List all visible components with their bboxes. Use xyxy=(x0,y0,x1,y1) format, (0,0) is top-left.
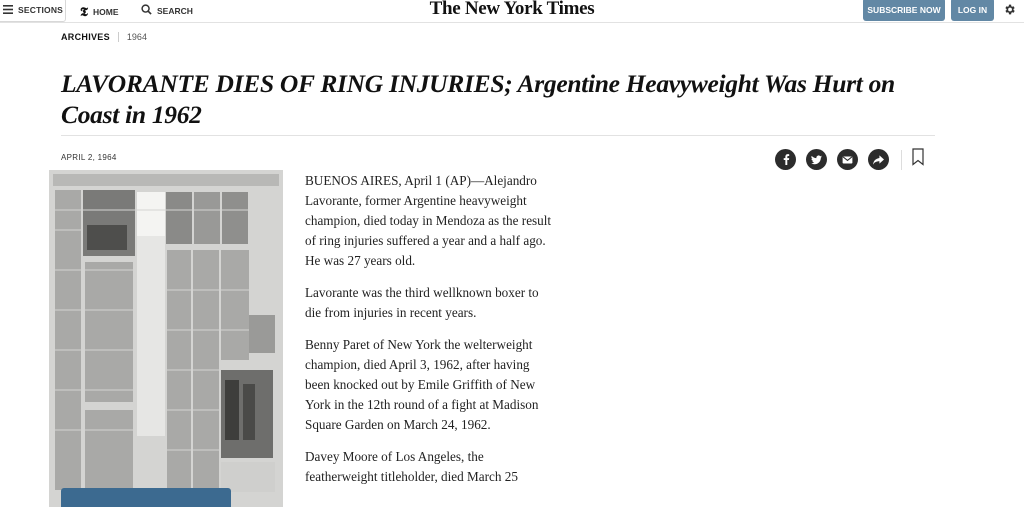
masthead-logo[interactable]: The New York Times xyxy=(429,0,595,19)
twitter-icon[interactable] xyxy=(806,149,827,170)
article-headline: LAVORANTE DIES OF RING INJURIES; Argentine Heavyweight Was Hurt on Coast in 1962 xyxy=(61,69,895,129)
article-paragraph: Benny Paret of New York the welterweight champion, died April 3, 1962, after having been knocked out by Emile Griffith of New York in the 12th round of a fight at Madison Square Garden on March 24, 1962. xyxy=(305,337,539,432)
gear-icon[interactable] xyxy=(1003,3,1016,21)
archives-link[interactable]: ARCHIVES xyxy=(61,32,110,42)
share-icon[interactable] xyxy=(868,149,889,170)
top-navigation xyxy=(0,0,1024,23)
home-label: HOME xyxy=(92,7,119,17)
sections-label: SECTIONS xyxy=(18,5,64,15)
search-label: SEARCH xyxy=(157,5,193,16)
article-body xyxy=(305,171,555,499)
archive-page-scan[interactable] xyxy=(49,170,283,507)
article-paragraph: BUENOS AIRES, April 1 (AP)—Alejandro Lavorante, former Argentine heavyweight champion, died today in Mendoza as the result of ring injuries suffered a year and a half ago. He was 27 years old. xyxy=(305,173,552,268)
scan-viewer-bar[interactable] xyxy=(61,488,231,507)
facebook-icon[interactable] xyxy=(775,149,796,170)
section-kicker xyxy=(61,32,147,42)
header-divider xyxy=(61,135,935,136)
subscribe-button[interactable]: SUBSCRIBE NOW xyxy=(863,0,945,21)
bookmark-icon[interactable] xyxy=(912,148,924,171)
login-button[interactable]: LOG IN xyxy=(951,0,994,21)
share-divider xyxy=(901,150,902,170)
publish-date: APRIL 2, 1964 xyxy=(61,153,117,162)
share-toolbar xyxy=(775,148,924,171)
archive-year: 1964 xyxy=(126,32,147,42)
article-paragraph: Lavorante was the third wellknown boxer to die from injuries in recent years. xyxy=(305,285,539,320)
newspaper-scan-image xyxy=(49,170,283,507)
kicker-divider xyxy=(118,32,119,42)
article-paragraph: Davey Moore of Los Angeles, the featherweight titleholder, died March 25 xyxy=(305,449,518,484)
nyt-t-logo-icon: 𝕿 xyxy=(80,4,88,19)
email-icon[interactable] xyxy=(837,149,858,170)
